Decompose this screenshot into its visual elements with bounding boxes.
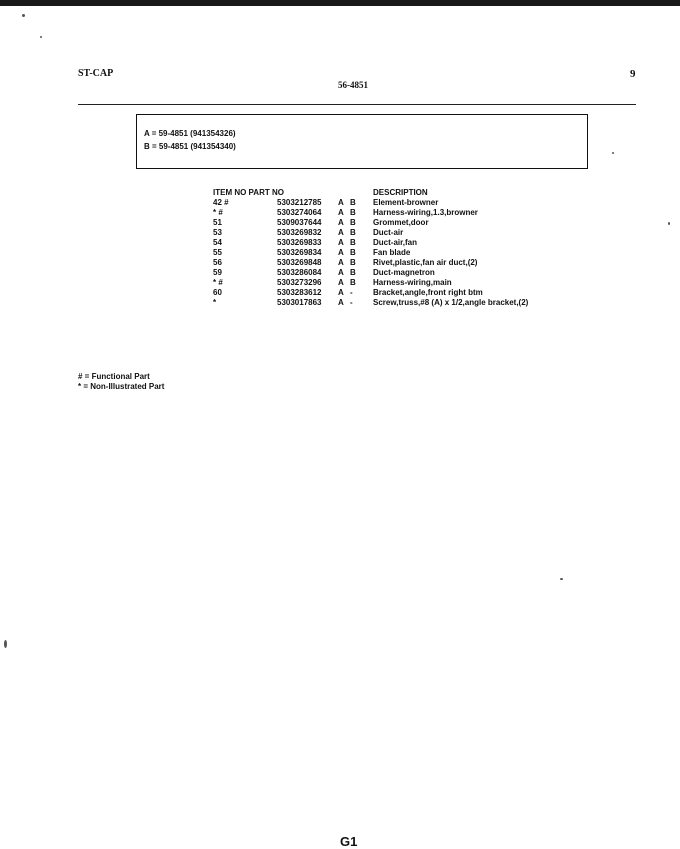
model-a-flag: A xyxy=(338,268,344,277)
part-number: 5303269833 xyxy=(277,238,322,247)
model-b-flag: B xyxy=(350,208,356,217)
model-b-flag: B xyxy=(350,258,356,267)
model-a-flag: A xyxy=(338,288,344,297)
model-b-flag: B xyxy=(350,198,356,207)
part-number: 5303269832 xyxy=(277,228,322,237)
model-key-box xyxy=(136,114,588,169)
page-footer-code: G1 xyxy=(340,834,358,849)
model-a-flag: A xyxy=(338,208,344,217)
model-b-flag: - xyxy=(350,298,353,307)
model-key-b: B = 59-4851 (941354340) xyxy=(144,142,236,151)
header-rule xyxy=(78,104,636,105)
part-description: Fan blade xyxy=(373,248,411,257)
scan-speck xyxy=(560,578,563,580)
model-b-flag: B xyxy=(350,268,356,277)
model-b-flag: B xyxy=(350,238,356,247)
legend-non-illustrated: * = Non-Illustrated Part xyxy=(78,382,165,391)
model-a-flag: A xyxy=(338,278,344,287)
item-number: 60 xyxy=(213,288,222,297)
scan-speck xyxy=(22,14,25,17)
model-a-flag: A xyxy=(338,198,344,207)
model-b-flag: B xyxy=(350,228,356,237)
part-description: Grommet,door xyxy=(373,218,429,227)
model-a-flag: A xyxy=(338,238,344,247)
part-number: 5309037644 xyxy=(277,218,322,227)
part-number: 5303269834 xyxy=(277,248,322,257)
model-a-flag: A xyxy=(338,298,344,307)
model-b-flag: - xyxy=(350,288,353,297)
scan-speck xyxy=(668,222,670,225)
item-number: 56 xyxy=(213,258,222,267)
col-item-part-header: ITEM NO PART NO xyxy=(213,188,284,197)
part-number: 5303017863 xyxy=(277,298,322,307)
legend-functional: # = Functional Part xyxy=(78,372,150,381)
item-number: 59 xyxy=(213,268,222,277)
item-number: 55 xyxy=(213,248,222,257)
part-description: Duct-magnetron xyxy=(373,268,435,277)
scan-speck xyxy=(612,152,614,154)
col-description-header: DESCRIPTION xyxy=(373,188,428,197)
page-number: 9 xyxy=(630,68,636,80)
part-description: Rivet,plastic,fan air duct,(2) xyxy=(373,258,478,267)
part-number: 5303269848 xyxy=(277,258,322,267)
section-code: ST-CAP xyxy=(78,68,114,79)
item-number: 51 xyxy=(213,218,222,227)
scan-top-border xyxy=(0,0,680,6)
part-description: Bracket,angle,front right btm xyxy=(373,288,483,297)
model-a-flag: A xyxy=(338,248,344,257)
part-number: 5303273296 xyxy=(277,278,322,287)
model-a-flag: A xyxy=(338,228,344,237)
item-number: 54 xyxy=(213,238,222,247)
model-a-flag: A xyxy=(338,258,344,267)
part-description: Duct-air xyxy=(373,228,404,237)
item-number: * # xyxy=(213,208,223,217)
model-number-header: 56-4851 xyxy=(338,80,368,90)
part-number: 5303274064 xyxy=(277,208,322,217)
part-description: Element-browner xyxy=(373,198,439,207)
item-number: * xyxy=(213,298,217,307)
item-number: 42 # xyxy=(213,198,229,207)
part-description: Harness-wiring,1.3,browner xyxy=(373,208,478,217)
item-number: * # xyxy=(213,278,223,287)
part-number: 5303212785 xyxy=(277,198,322,207)
model-b-flag: B xyxy=(350,218,356,227)
part-number: 5303283612 xyxy=(277,288,322,297)
part-description: Screw,truss,#8 (A) x 1/2,angle bracket,(2) xyxy=(373,298,529,307)
model-key-a: A = 59-4851 (941354326) xyxy=(144,129,236,138)
part-number: 5303286084 xyxy=(277,268,322,277)
scan-speck xyxy=(4,640,7,648)
item-number: 53 xyxy=(213,228,222,237)
scan-speck xyxy=(40,36,42,38)
part-description: Duct-air,fan xyxy=(373,238,418,247)
part-description: Harness-wiring,main xyxy=(373,278,452,287)
model-a-flag: A xyxy=(338,218,344,227)
legend xyxy=(78,372,164,392)
model-b-flag: B xyxy=(350,248,356,257)
model-b-flag: B xyxy=(350,278,356,287)
